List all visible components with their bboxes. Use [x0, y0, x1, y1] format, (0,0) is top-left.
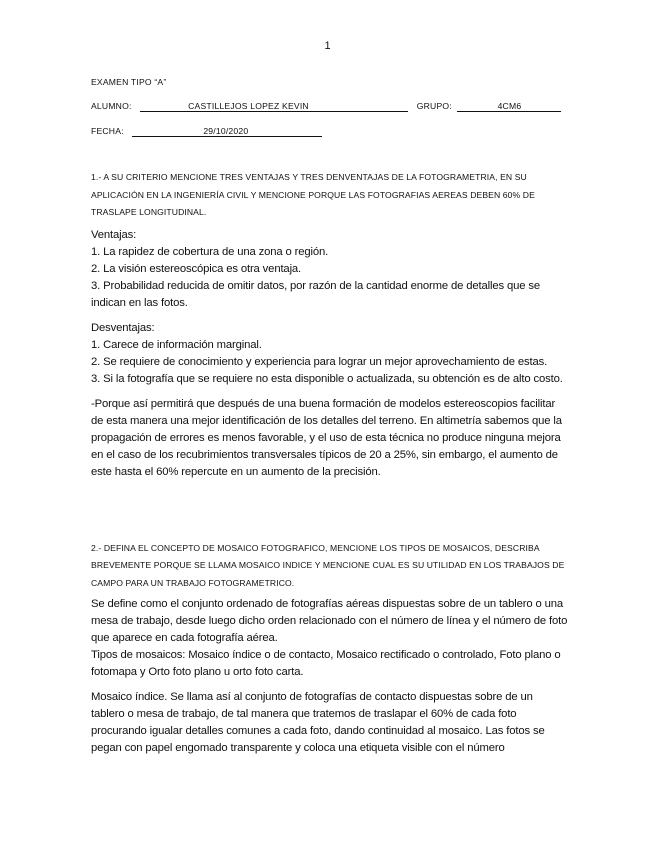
group-label: GRUPO: — [416, 101, 452, 111]
page-number: 1 — [324, 40, 331, 52]
student-value: CASTILLEJOS LOPEZ KEVIN — [140, 101, 408, 112]
answer-1 — [91, 227, 569, 481]
group-value: 4CM6 — [457, 101, 561, 112]
student-row — [91, 101, 561, 112]
question-2: 2.- DEFINA EL CONCEPTO DE MOSAICO FOTOGRAFICO, MENCIONE LOS TIPOS DE MOSAICOS, DESCRIBA BREVEMENTE PORQUE SE LLAMA MOSAICO INDICE Y MENCIONE CUAL ES SU UTILIDAD EN LOS TRABAJOS DE CAMPO PARA UN TRABAJO FOTOGRAMETRICO. — [91, 543, 565, 588]
overlap-explanation: -Porque así permitirá que después de una buena formación de modelos estereoscopios facilitar de esta manera una mejor identificación de los detalles del terreno. En altimetría sabemos que la propagación de errores es menos favorable, y el uso de esta técnica no produce ninguna mejora en el caso de los recubrimientos transversales típicos de 20 a 25%, sin embargo, el aumento de este hasta el 60% repercute en un aumento de la precisión. — [91, 398, 562, 478]
advantage-item: 2. La visión estereoscópica es otra ventaja. — [91, 263, 302, 275]
advantages-heading: Ventajas: — [91, 229, 137, 241]
advantage-item: 1. La rapidez de cobertura de una zona o región. — [91, 246, 329, 258]
disadvantage-item: 1. Carece de información marginal. — [91, 339, 262, 351]
index-mosaic-description: Mosaico índice. Se llama así al conjunto de fotografías de contacto dispuestas sobre de un tablero o mesa de trabajo, de tal manera que tratemos de traslapar el 60% de cada foto procurando igualar detalles comunes a cada foto, dando continuidad al mosaico. Las fotos se pegan con papel engomado transparente y coloca una etiqueta visible con el número — [91, 691, 545, 754]
date-label: FECHA: — [91, 126, 124, 136]
disadvantage-item: 3. Si la fotografía que se requiere no esta disponible o actualizada, su obtención es de alto costo. — [91, 373, 563, 385]
exam-title: EXAMEN TIPO “A” — [91, 77, 167, 87]
date-value: 29/10/2020 — [132, 126, 322, 137]
student-label: ALUMNO: — [91, 101, 132, 111]
question-1: 1.- A SU CRITERIO MENCIONE TRES VENTAJAS Y TRES DENVENTAJAS DE LA FOTOGRAMETRIA, EN SU APLICACIÓN EN LA INGENIERÍA CIVIL Y MENCIONE PORQUE LAS FOTOGRAFIAS AEREAS DEBEN 60% DE TRASLAPE LONGITUDINAL. — [91, 172, 535, 217]
advantage-item: 3. Probabilidad reducida de omitir datos, por razón de la cantidad enorme de detalles que se indican en las fotos. — [91, 280, 541, 309]
mosaic-definition: Se define como el conjunto ordenado de fotografías aéreas dispuestas sobre de un tablero o una mesa de trabajo, desde luego dicho orden relacionado con el número de línea y el número de foto que aparece en cada fotografía aérea. — [91, 598, 568, 644]
mosaic-types: Tipos de mosaicos: Mosaico índice o de contacto, Mosaico rectificado o controlado, Foto plano o fotomapa y Orto foto plano u orto foto carta. — [91, 649, 561, 678]
disadvantage-item: 2. Se requiere de conocimiento y experiencia para lograr un mejor aprovechamiento de estas. — [91, 356, 548, 368]
answer-2 — [91, 596, 569, 757]
disadvantages-heading: Desventajas: — [91, 322, 155, 334]
date-row — [91, 126, 322, 137]
